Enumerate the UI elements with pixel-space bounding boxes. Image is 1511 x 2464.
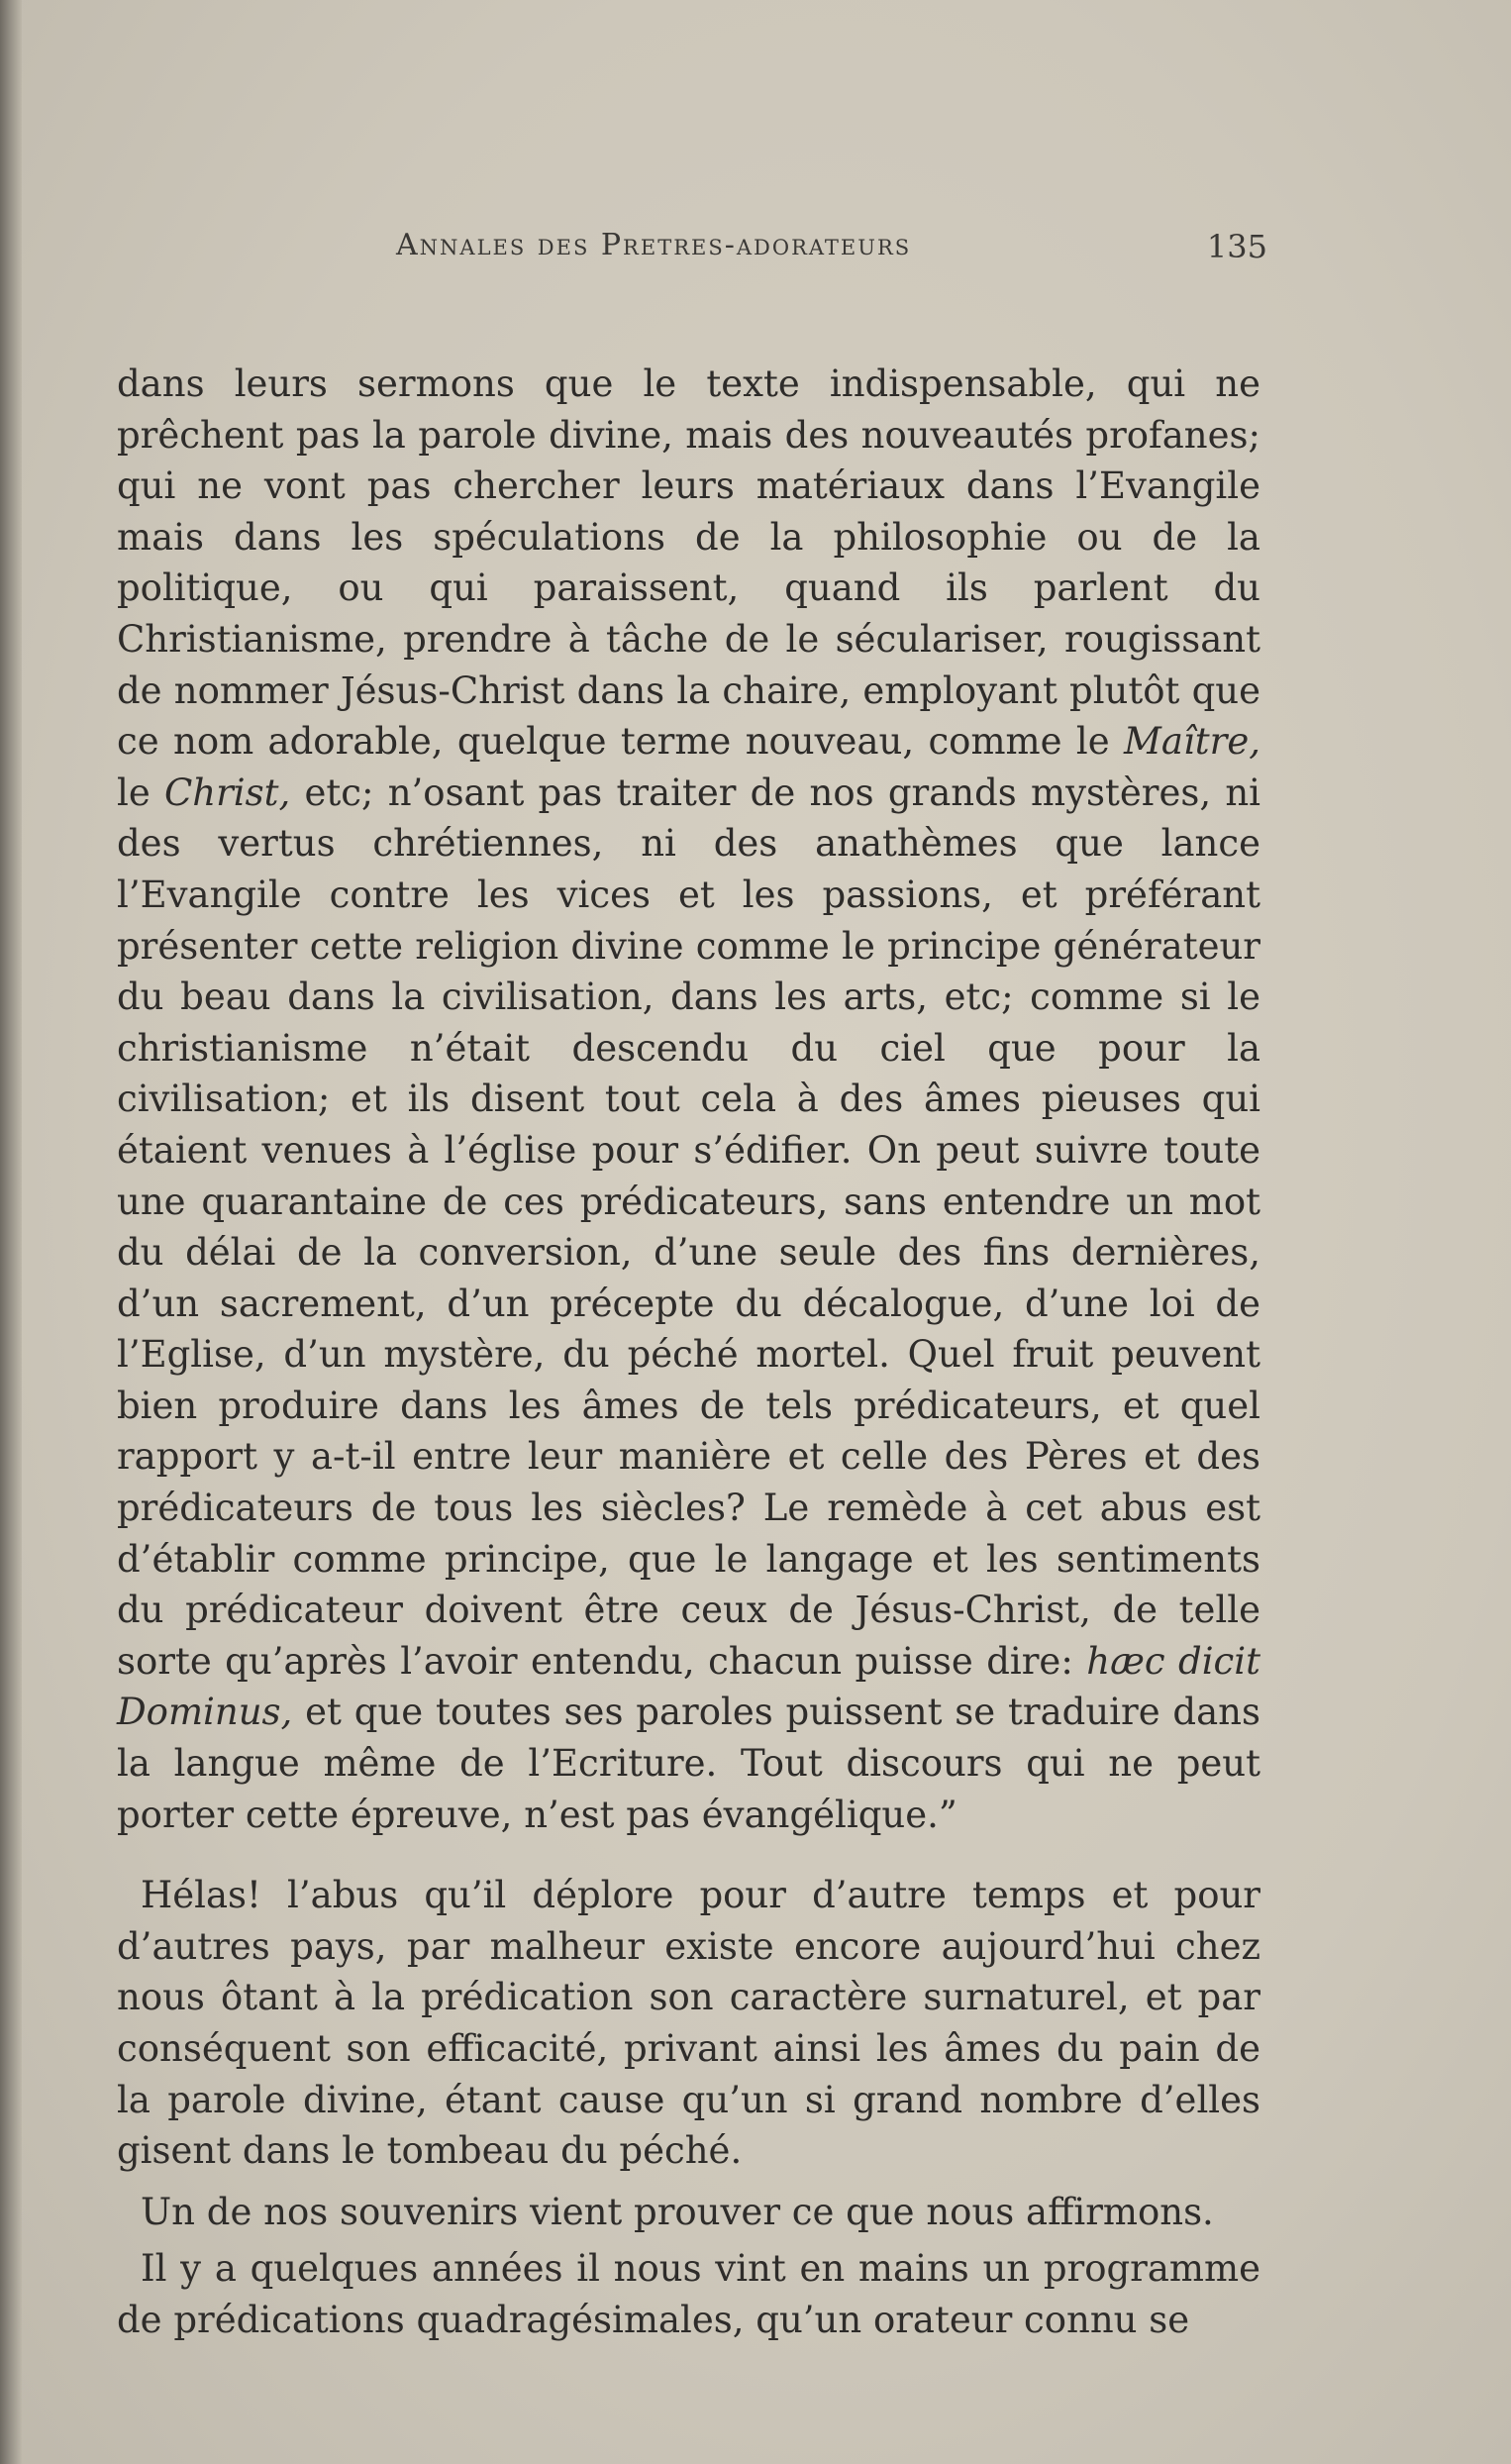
paragraph-programme: Il y a quelques années il nous vint en mains un programme de prédications quadragésimales, qu’un orateur connu se xyxy=(117,2247,1260,2341)
running-head xyxy=(396,228,1267,277)
italic-term-maitre: Maître, xyxy=(1124,720,1260,764)
paragraph-text: le xyxy=(117,770,164,814)
body-text xyxy=(117,359,1260,2346)
paragraph-text: etc; n’osant pas traiter de nos grands mystères, ni des vertus chrétiennes, ni des anathèmes que lance l’Evangile contre les vices et les passions, et préférant présenter cette religion divine comme le principe générateur du beau dans la civilisation, dans les arts, etc; comme si le christianisme n’était descendu du ciel que pour la civilisation; et ils disent tout cela à des âmes pieuses qui étaient venues à l’église pour s’édifier. On peut suivre toute une quarantaine de ces prédicateurs, sans entendre un mot du délai de la conversion, d’une seule des fins dernières, d’un sacrement, d’un précepte du décalogue, d’une loi de l’Eglise, d’un mystère, du péché mortel. Quel fruit peuvent bien produire dans les âmes de tels prédicateurs, et quel rapport y a-t-il entre leur manière et celle des Pères et des prédicateurs de tous les siècles? Le remède à cet abus est d’établir comme principe, que le langage et les sentiments du prédicateur doivent être ceux de Jésus-Christ, de telle sorte qu’après l’avoir entendu, chacun puisse dire: xyxy=(117,770,1260,1683)
paragraph-text: dans leurs sermons que le texte indispensable, qui ne prêchent pas la parole divine, mais des nouveautés profanes; qui ne vont pas chercher leurs matériaux dans l’Evangile mais dans les spéculations de la philosophie ou de la politique, ou qui paraissent, quand ils parlent du Christianisme, prendre à tâche de le séculariser, rougissant de nommer Jésus-Christ dans la chaire, employant plutôt que ce nom adorable, quelque terme nouveau, comme le xyxy=(117,362,1260,764)
running-head-title: Annales des Pretres-adorateurs xyxy=(396,228,912,262)
italic-term-christ: Christ, xyxy=(163,770,291,814)
paragraph-helas: Hélas! l’abus qu’il déplore pour d’autre temps et pour d’autres pays, par malheur existe encore aujourd’hui chez nous ôtant à la prédication son caractère surnaturel, et par conséquent son efficacité, privant ainsi les âmes du pain de la parole divine, étant cause qu’un si grand nombre d’elles gisent dans le tombeau du péché. xyxy=(117,1874,1260,2173)
paragraph-text: et que toutes ses paroles puissent se traduire dans la langue même de l’Ecriture. Tout discours qui ne peut porter cette épreuve, n’est pas évangélique.” xyxy=(117,1691,1260,1836)
page-number: 135 xyxy=(1206,228,1267,265)
book-spine-shadow xyxy=(0,0,22,2464)
italic-latin-quote: hæc dicit Dominus, xyxy=(117,1639,1260,1734)
paragraph-continued xyxy=(117,359,1260,1840)
paragraph-souvenirs: Un de nos souvenirs vient prouver ce que nous affirmons. xyxy=(141,2190,1214,2233)
